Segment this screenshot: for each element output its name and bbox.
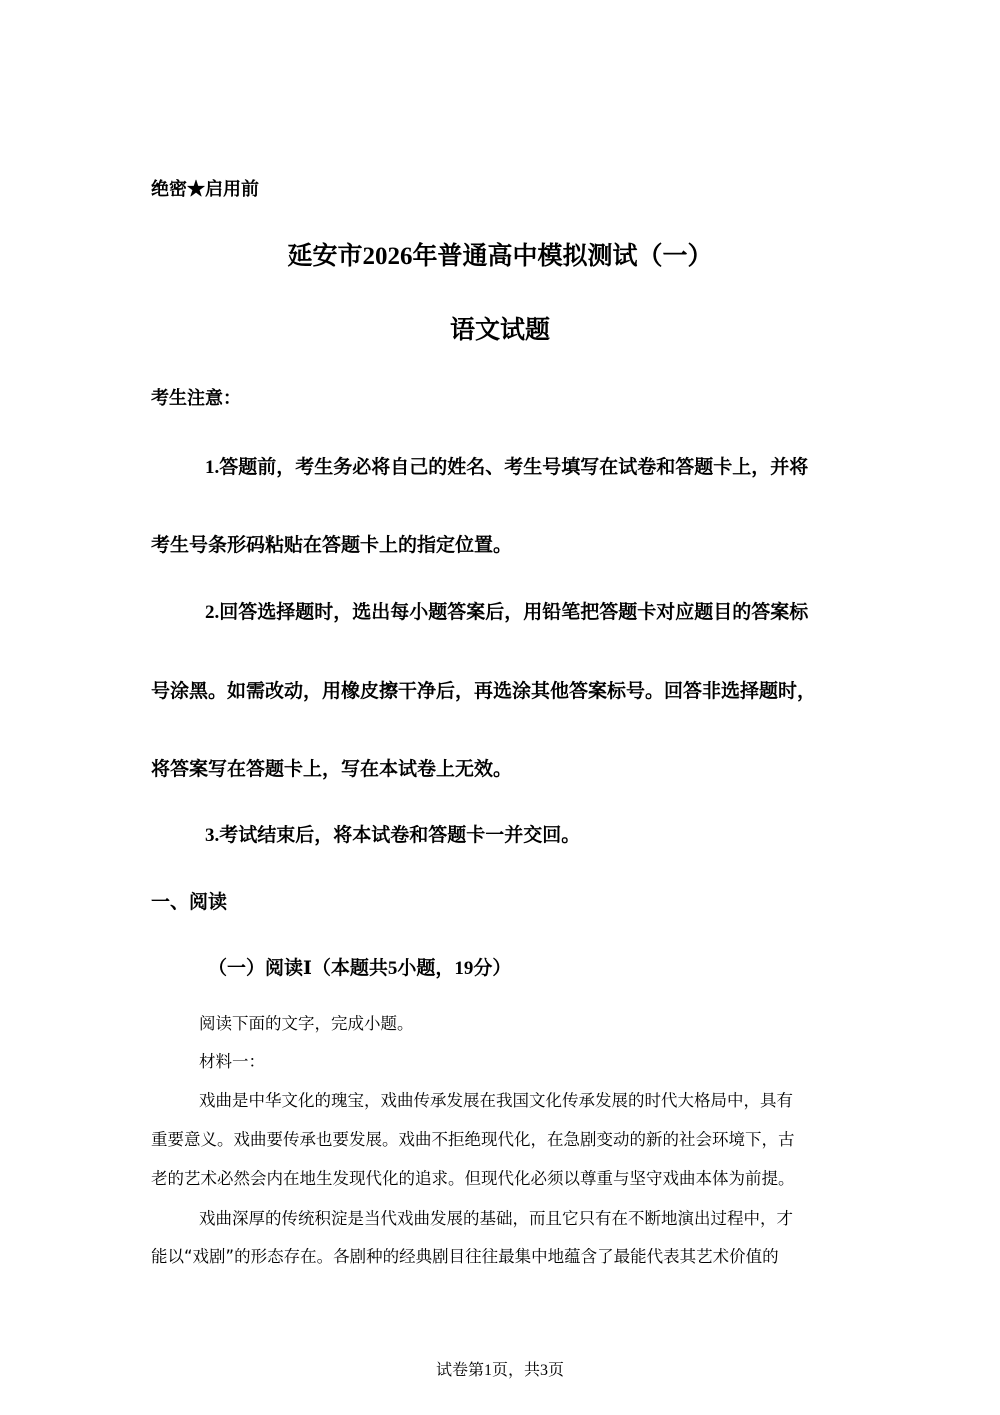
exam-title: 延安市2026年普通高中模拟测试（一） xyxy=(287,243,713,270)
paragraph-line: 戏曲深厚的传统积淀是当代戏曲发展的基础，而且它只有在不断地演出过程中，才 xyxy=(199,1209,793,1228)
section-heading: 一、阅读 xyxy=(151,892,228,913)
subsection-heading: （一）阅读Ⅰ（本题共5小题，19分） xyxy=(208,958,512,979)
notice-item-1-line-1: 1.答题前，考生务必将自己的姓名、考生号填写在试卷和答题卡上，并将 xyxy=(205,457,809,478)
notice-item-2-line-1: 2.回答选择题时，选出每小题答案后，用铅笔把答题卡对应题目的答案标 xyxy=(205,602,809,623)
notice-item-2-line-2: 号涂黑。如需改动，用橡皮擦干净后，再选涂其他答案标号。回答非选择题时， xyxy=(151,681,817,702)
page-footer: 试卷第1页，共3页 xyxy=(435,1362,564,1379)
notice-item-1-line-2: 考生号条形码粘贴在答题卡上的指定位置。 xyxy=(151,535,513,556)
paragraph-line: 戏曲是中华文化的瑰宝，戏曲传承发展在我国文化传承发展的时代大格局中，具有 xyxy=(199,1091,793,1110)
notice-heading: 考生注意： xyxy=(151,388,241,408)
paragraph-line: 老的艺术必然会内在地生发现代化的追求。但现代化必须以尊重与坚守戏曲本体为前提。 xyxy=(151,1169,795,1188)
material-label: 材料一： xyxy=(199,1052,265,1071)
notice-item-3-line-1: 3.考试结束后，将本试卷和答题卡一并交回。 xyxy=(205,825,581,846)
subject-title: 语文试题 xyxy=(449,317,550,344)
notice-item-2-line-3: 将答案写在答题卡上，写在本试卷上无效。 xyxy=(151,759,513,780)
paragraph-line: 能以“戏剧”的形态存在。各剧种的经典剧目往往最集中地蕴含了最能代表其艺术价值的 xyxy=(151,1247,779,1266)
paragraph-line: 重要意义。戏曲要传承也要发展。戏曲不拒绝现代化，在急剧变动的新的社会环境下，古 xyxy=(151,1130,795,1149)
reading-instruction: 阅读下面的文字，完成小题。 xyxy=(199,1014,414,1033)
confidential-label: 绝密★启用前 xyxy=(151,179,259,199)
